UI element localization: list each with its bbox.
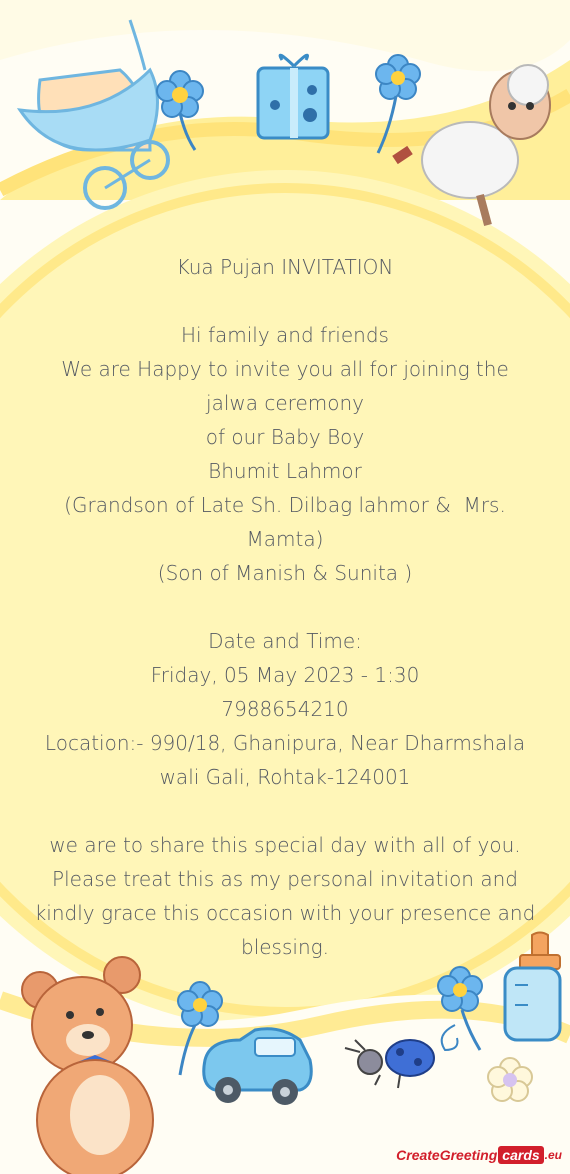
invitation-line: Mamta): [246, 527, 324, 551]
invitation-line: Hi family and friends: [181, 323, 389, 347]
invitation-line: [20, 794, 550, 828]
invitation-line: blessing.: [241, 935, 329, 959]
invitation-line: we are to share this special day with all of you.: [49, 833, 521, 857]
invitation-line: [20, 590, 550, 624]
invitation-line: Date and Time:: [208, 629, 362, 653]
invitation-line: jalwa ceremony: [206, 391, 364, 415]
invitation-line: kindly grace this occasion with your presence and: [34, 901, 536, 925]
brand-domain: .eu: [544, 1148, 562, 1162]
invitation-line: (Grandson of Late Sh. Dilbag lahmor & Mrs.: [64, 493, 506, 517]
invitation-line: of our Baby Boy: [205, 425, 365, 449]
brand-name-part: CreateGreeting: [396, 1147, 498, 1163]
invitation-line: wali Gali, Rohtak-124001: [159, 765, 411, 789]
brand-name-badge: cards: [498, 1146, 543, 1164]
invitation-line: Location:- 990/18, Ghanipura, Near Dharmshala: [44, 731, 526, 755]
invitation-line: Please treat this as my personal invitation and: [52, 867, 518, 891]
invitation-line: Kua Pujan INVITATION: [176, 255, 394, 279]
gift-box-icon: [258, 55, 328, 138]
invitation-text: [20, 250, 550, 964]
invitation-line: Bhumit Lahmor: [208, 459, 362, 483]
invitation-line: Friday, 05 May 2023 - 1:30: [150, 663, 420, 687]
invitation-line: (Son of Manish & Sunita ): [157, 561, 413, 585]
brand-logo[interactable]: [396, 1142, 562, 1168]
invitation-line: We are Happy to invite you all for joining the: [61, 357, 509, 381]
invitation-line: [20, 284, 550, 318]
invitation-line: 7988654210: [221, 697, 349, 721]
